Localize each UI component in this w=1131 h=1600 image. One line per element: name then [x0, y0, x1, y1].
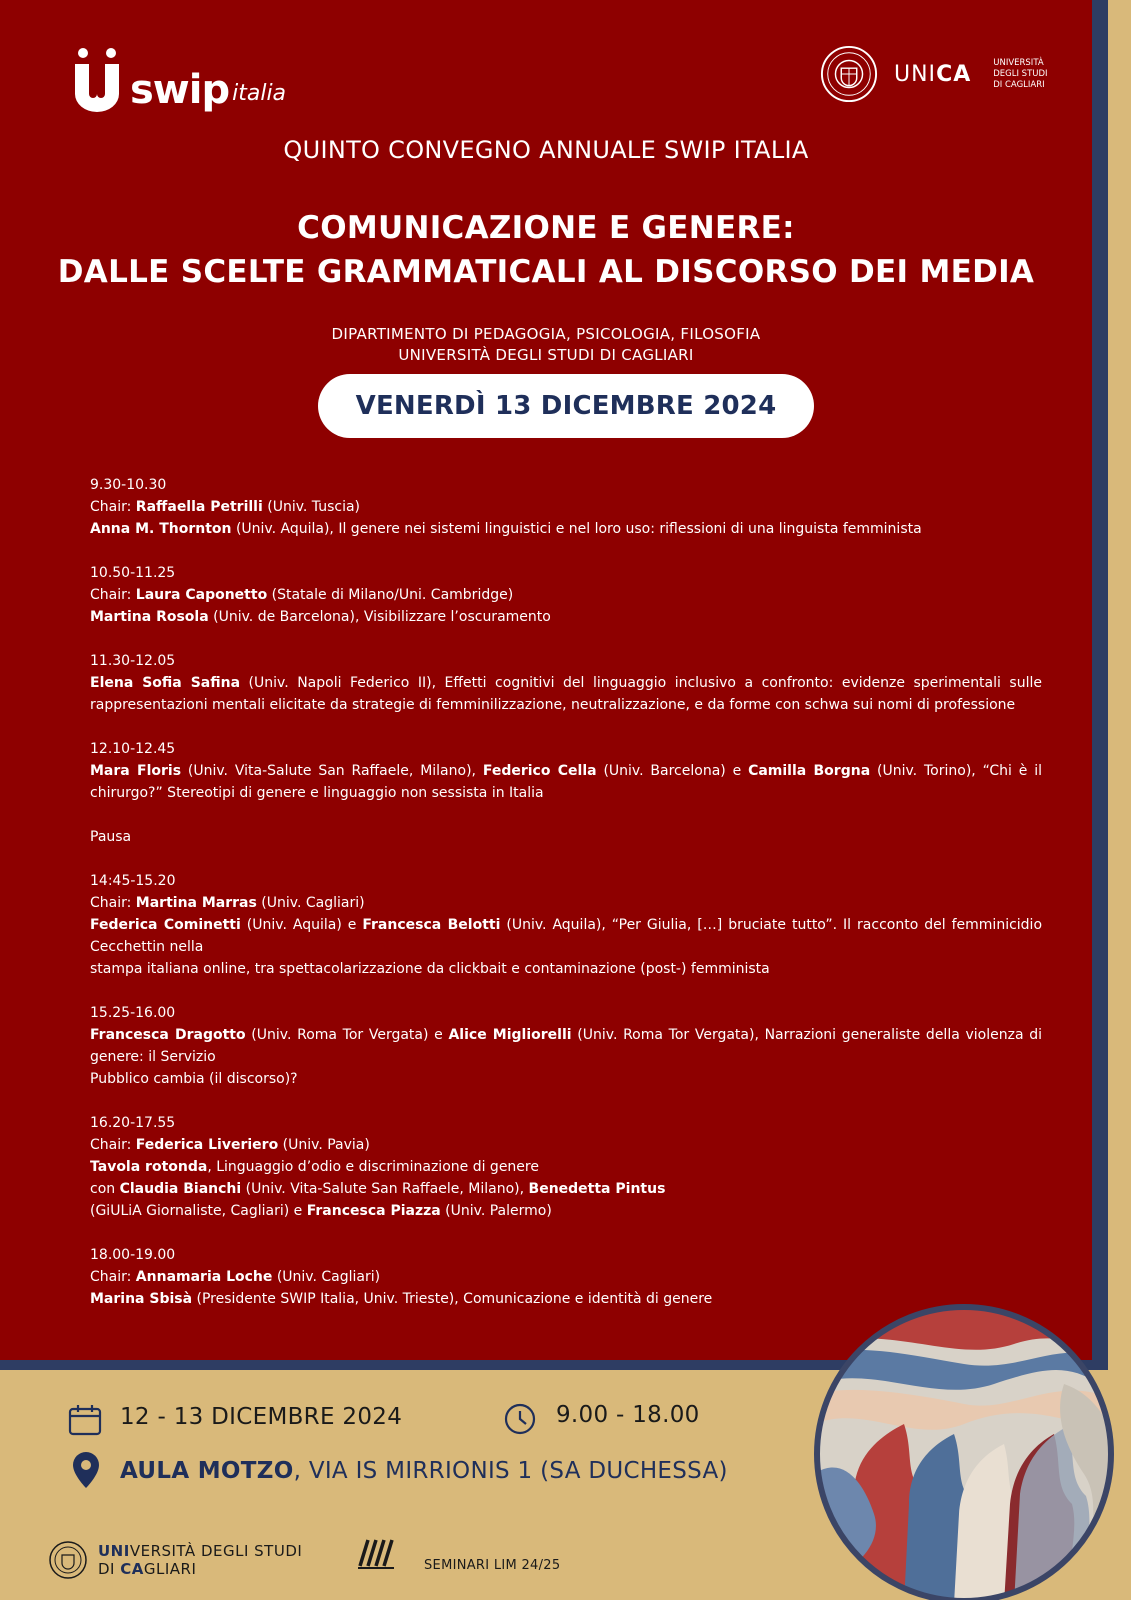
slot-text: (Univ. Roma Tor Vergata), Narrazioni generaliste della violenza di genere: il Servizio — [90, 1027, 1042, 1065]
slot-text: (Univ. Torino), “Chi è il chirurgo?” Stereotipi di genere e linguaggio non sessista in Italia — [90, 763, 1042, 801]
slot-text: Chair: — [90, 1137, 136, 1153]
slot-line — [90, 1134, 1042, 1156]
slot-time: 12.10-12.45 — [90, 741, 176, 757]
calendar-icon — [68, 1404, 102, 1436]
slot-time: 11.30-12.05 — [90, 653, 176, 669]
location-pin-icon — [70, 1450, 102, 1490]
speaker-name: Francesca Belotti — [362, 917, 501, 933]
slot-text: (Univ. Tuscia) — [262, 499, 361, 515]
program-slot — [90, 562, 1042, 628]
program-slot — [90, 870, 1042, 980]
slot-text: Chair: — [90, 499, 136, 515]
slot-text: (Univ. Vita-Salute San Raffaele, Milano), — [241, 1181, 529, 1197]
speaker-name: Tavola rotonda — [90, 1159, 208, 1175]
slot-time: 9.30-10.30 — [90, 477, 167, 493]
slot-line — [90, 1024, 1042, 1068]
slot-text: (Univ. Roma Tor Vergata) e — [245, 1027, 449, 1043]
speaker-name: Raffaella Petrilli — [135, 499, 263, 515]
speaker-name: Martina Rosola — [90, 609, 209, 625]
slot-text: (Univ. Vita-Salute San Raffaele, Milano), — [181, 763, 483, 779]
unica-wordmark: UNICA — [894, 61, 972, 87]
slot-text: (GiULiA Giornaliste, Cagliari) e — [90, 1203, 307, 1219]
title-line: COMUNICAZIONE E GENERE: — [297, 210, 795, 246]
slot-line — [90, 1266, 1042, 1288]
slot-text: Chair: — [90, 1269, 136, 1285]
footer-university-logo: UNIVERSITÀ DEGLI STUDI DI CAGLIARI — [48, 1540, 302, 1580]
speaker-name: Martina Marras — [135, 895, 257, 911]
speaker-name: Federica Liveriero — [135, 1137, 279, 1153]
program-slot — [90, 826, 1042, 848]
footer-venue: AULA MOTZO, VIA IS MIRRIONIS 1 (SA DUCHESSA) — [120, 1458, 728, 1484]
program-slot — [90, 1244, 1042, 1310]
slot-text: (Univ. de Barcelona), Visibilizzare l’oscuramento — [208, 609, 551, 625]
slot-line — [90, 1068, 1042, 1090]
slot-text: , Linguaggio d’odio e discriminazione di genere — [207, 1159, 539, 1175]
slot-text: Chair: — [90, 895, 136, 911]
slot-line — [90, 1200, 1042, 1222]
slot-line — [90, 518, 1042, 540]
speaker-name: Federico Cella — [482, 763, 597, 779]
slot-time: Pausa — [90, 829, 132, 845]
slot-text: (Univ. Cagliari) — [256, 895, 365, 911]
slot-text: con — [90, 1181, 120, 1197]
conference-label: QUINTO CONVEGNO ANNUALE SWIP ITALIA — [283, 136, 809, 164]
navy-stripe — [1092, 0, 1108, 1368]
speaker-name: Claudia Bianchi — [119, 1181, 242, 1197]
footer-date-range: 12 - 13 DICEMBRE 2024 — [120, 1404, 403, 1430]
speaker-name: Camilla Borgna — [748, 763, 871, 779]
university-name: UNIVERSITÀ DEGLI STUDI DI CAGLIARI — [993, 57, 1048, 90]
clock-icon — [504, 1403, 536, 1435]
slot-text: Pubblico cambia (il discorso)? — [90, 1071, 298, 1087]
swip-mark-icon — [72, 46, 122, 112]
program-schedule — [90, 474, 1042, 1332]
department-info: DIPARTIMENTO DI PEDAGOGIA, PSICOLOGIA, FILOSOFIA UNIVERSITÀ DEGLI STUDI DI CAGLIARI — [331, 325, 761, 364]
speaker-name: Benedetta Pintus — [528, 1181, 666, 1197]
slot-line — [90, 914, 1042, 958]
slot-text: (Univ. Aquila) e — [240, 917, 363, 933]
slot-text: (Univ. Napoli Federico II), Effetti cognitivi del linguaggio inclusivo a confronto: evidenze sperimentali sulle rappresentazioni mentali elicitate da strategie di femminilizzazione, neutralizzazione, e da forme con schwa sui nomi di professione — [90, 675, 1042, 713]
speaker-name: Elena Sofia Safina — [90, 675, 241, 691]
swip-italia-logo — [72, 44, 286, 112]
slot-text: (Univ. Barcelona) e — [596, 763, 749, 779]
slot-line — [90, 584, 1042, 606]
slot-line — [90, 958, 1042, 980]
swip-italia-suffix: italia — [232, 81, 287, 106]
lim-logo-icon — [352, 1536, 402, 1580]
speaker-name: Federica Cominetti — [90, 917, 241, 933]
slot-text: (Statale di Milano/Uni. Cambridge) — [267, 587, 514, 603]
speaker-name: Francesca Dragotto — [90, 1027, 246, 1043]
speaker-name: Marina Sbisà — [90, 1291, 193, 1307]
swip-wordmark: swip — [130, 67, 230, 113]
slot-text: (Univ. Pavia) — [278, 1137, 370, 1153]
university-seal-icon — [48, 1540, 88, 1580]
date-pill: VENERDÌ 13 DICEMBRE 2024 — [318, 374, 814, 438]
footer-hours: 9.00 - 18.00 — [556, 1402, 700, 1428]
unica-logo — [820, 44, 1063, 104]
slot-time: 18.00-19.00 — [90, 1247, 176, 1263]
slot-line — [90, 1178, 1042, 1200]
slot-time: 10.50-11.25 — [90, 565, 176, 581]
program-slot — [90, 1002, 1042, 1090]
slot-line — [90, 606, 1042, 628]
speaker-name: Annamaria Loche — [135, 1269, 273, 1285]
speaker-name: Laura Caponetto — [135, 587, 268, 603]
speaker-name: Francesca Piazza — [306, 1203, 441, 1219]
program-slot — [90, 738, 1042, 804]
program-slot — [90, 1112, 1042, 1222]
program-slot — [90, 474, 1042, 540]
slot-line — [90, 760, 1042, 804]
slot-text: stampa italiana online, tra spettacolarizzazione da clickbait e contaminazione (post-) femminista — [90, 961, 770, 977]
slot-line — [90, 672, 1042, 716]
faces-artwork — [814, 1304, 1114, 1600]
slot-text: (Univ. Palermo) — [440, 1203, 552, 1219]
slot-line — [90, 892, 1042, 914]
speaker-name: Mara Floris — [90, 763, 182, 779]
slot-time: 16.20-17.55 — [90, 1115, 176, 1131]
slot-text: (Univ. Cagliari) — [272, 1269, 381, 1285]
speaker-name: Alice Migliorelli — [448, 1027, 572, 1043]
slot-time: 15.25-16.00 — [90, 1005, 176, 1021]
university-seal-icon — [820, 45, 878, 103]
slot-time: 14:45-15.20 — [90, 873, 176, 889]
slot-line — [90, 1156, 1042, 1178]
main-title — [0, 206, 1092, 294]
speaker-name: Anna M. Thornton — [90, 521, 232, 537]
slot-text: Chair: — [90, 587, 136, 603]
slot-text: (Univ. Aquila), “Per Giulia, […] bruciate tutto”. Il racconto del femminicidio Cecchettin nella — [90, 917, 1043, 955]
title-line: DALLE SCELTE GRAMMATICALI AL DISCORSO DEI MEDIA — [57, 254, 1035, 290]
slot-text: (Univ. Aquila), Il genere nei sistemi linguistici e nel loro uso: riflessioni di una linguista femminista — [231, 521, 922, 537]
slot-text: (Presidente SWIP Italia, Univ. Trieste), Comunicazione e identità di genere — [192, 1291, 713, 1307]
program-slot — [90, 650, 1042, 716]
slot-line — [90, 496, 1042, 518]
seminari-label: SEMINARI LIM 24/25 — [424, 1558, 561, 1573]
